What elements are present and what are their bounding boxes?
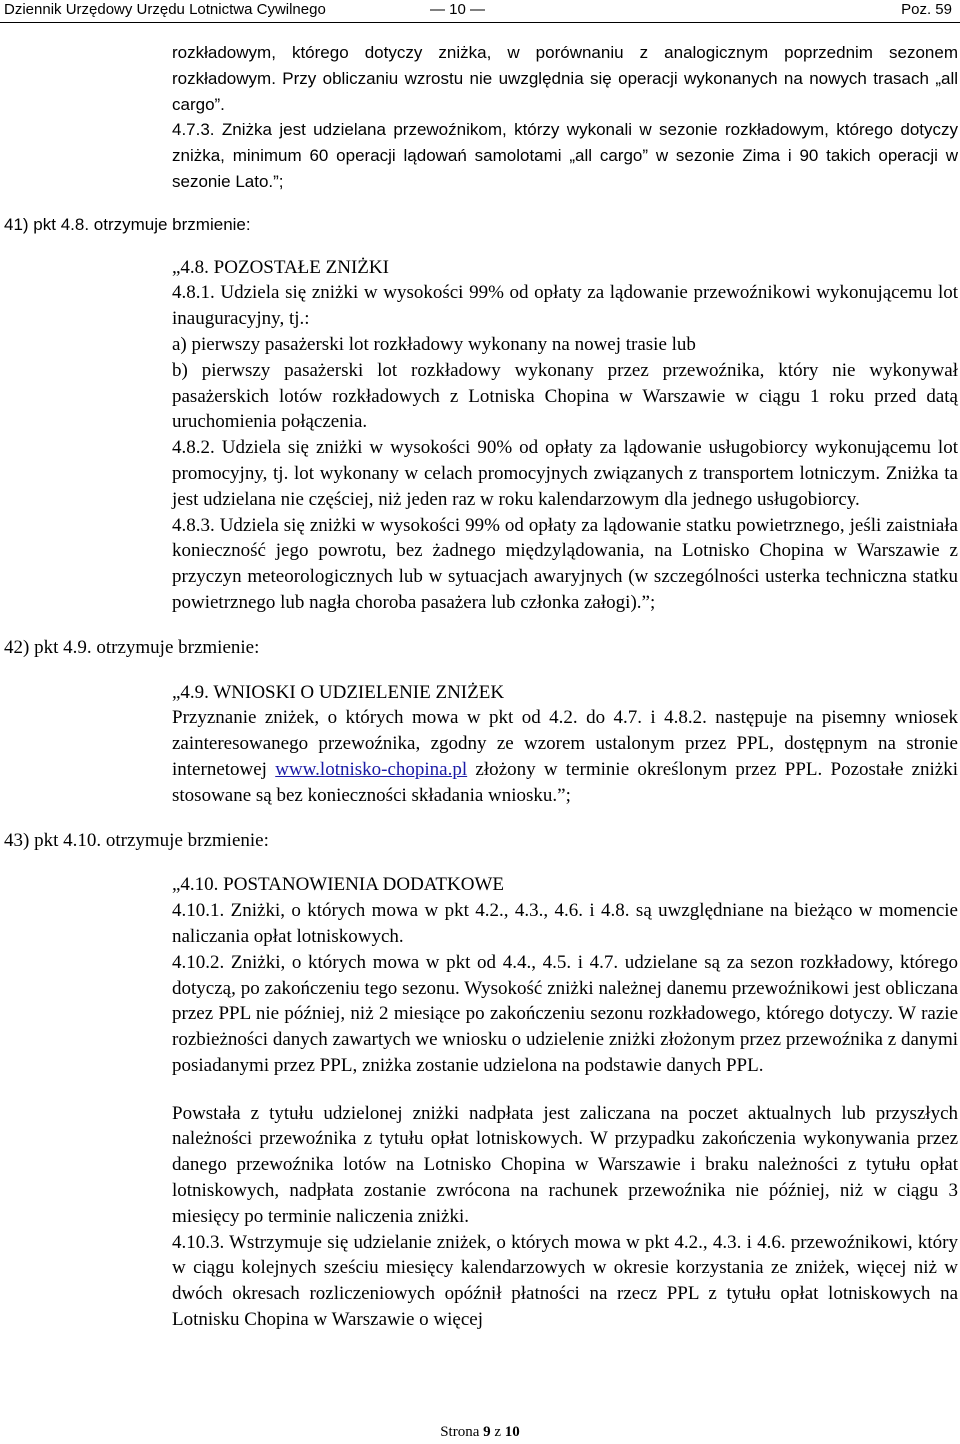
section-heading: „4.10. POSTANOWIENIA DODATKOWE xyxy=(172,874,504,896)
page-footer xyxy=(0,1424,960,1441)
footer-prefix: Strona xyxy=(440,1424,480,1440)
list-item: b) pierwszy pasażerski lot rozkładowy wykonany przez przewoźnika, który nie wykonywał pasażerskich lotów rozkładowych z Lotniska Chopina w Warszawie w ciągu 1 roku przed datą uruchomienia połączenia. xyxy=(172,359,958,433)
paragraph: 4.10.3. Wstrzymuje się udzielanie zniżek, o których mowa w pkt 4.2., 4.3. i 4.6. przewoźnikowi, który w ciągu kolejnych sześciu miesięcy kalendarzowych w okresie korzystania ze zniżek, więcej niż w dwóch okresach rozliczeniowych opóźnił płatności na rzecz PPL z tytułu opłat lotniskowych na Lotnisku Chopina w Warszawie o więcej xyxy=(172,1231,958,1331)
page-number-header: — 10 — xyxy=(430,1,486,18)
section-heading: „4.8. POZOSTAŁE ZNIŻKI xyxy=(172,256,389,278)
paragraph-text: Przyznanie zniżek, o których mowa w pkt od 4.2. do 4.7. i 4.8.2. następuje na pisemny wniosek zainteresowanego przewoźnika, zgodny ze wzorem ustalonym przez PPL, dostępnym na stronie internetowej xyxy=(172,707,958,780)
footer-sep: z xyxy=(494,1424,502,1440)
journal-title: Dziennik Urzędowy Urzędu Lotnictwa Cywilnego xyxy=(4,1,326,18)
footer-page: 9 xyxy=(483,1424,491,1440)
paragraph: 4.8.2. Udziela się zniżki w wysokości 90% od opłaty za lądowanie usługobiorcy wykonującemu lot promocyjny, tj. lot wykonany w celach promocyjnych związanych z transportem lotniczym. Zniżka ta jest udzielana nie częściej, niż jeden raz w roku kalendarzowym dla jednego usługobiorcy. xyxy=(172,437,958,510)
document-body xyxy=(4,40,959,1333)
paragraph-gap xyxy=(172,1079,958,1101)
amendment-item: 42) pkt 4.9. otrzymuje brzmienie: xyxy=(4,636,260,658)
paragraph: rozkładowym, którego dotyczy zniżka, w porównaniu z analogicznym poprzednim sezonem rozkładowym. Przy obliczaniu wzrostu nie uwzględnia się operacji wykonanych na nowych trasach „all cargo”. xyxy=(172,43,958,114)
amendment-item: 41) pkt 4.8. otrzymuje brzmienie: xyxy=(4,214,251,234)
section-heading: „4.9. WNIOSKI O UDZIELENIE ZNIŻEK xyxy=(172,681,505,703)
paragraph: Powstała z tytułu udzielonej zniżki nadpłata jest zaliczana na poczet aktualnych lub przyszłych należności przewoźnika z tytułu opłat lotniskowych. W przypadku zakończenia wykonywania przez danego przewoźnika lotów na Lotnisko Chopina w Warszawie i braku należności z tytułu opłat lotniskowych, nadpłata zostanie zwrócona na rachunek przewoźnika nie później, niż w ciągu 3 miesięcy po terminie naliczenia zniżki. xyxy=(172,1102,958,1227)
running-header xyxy=(0,0,960,23)
paragraph-text: złożony w terminie określonym przez PPL. Pozostałe zniżki stosowane są bez konieczności składania wniosku.”; xyxy=(172,758,959,806)
paragraph: 4.8.1. Udziela się zniżki w wysokości 99% od opłaty za lądowanie przewoźnikowi wykonującemu lot inauguracyjny, tj.: xyxy=(172,282,958,330)
footer-total: 10 xyxy=(504,1424,520,1440)
paragraph: 4.10.1. Zniżki, o których mowa w pkt 4.2., 4.3., 4.6. i 4.8. są uwzględniane na bieżąco w momencie naliczania opłat lotniskowych. xyxy=(172,900,958,947)
paragraph: 4.10.2. Zniżki, o których mowa w pkt od 4.4., 4.5. i 4.7. udzielane są za sezon rozkładowy, którego dotyczą, po zakończeniu tego sezonu. Wysokość zniżki należnej danemu przewoźnikowi jest obliczana przez PPL nie później, niż 2 miesiące po zakończeniu sezonu rozkładowego, którego dotyczy. W razie rozbieżności danych zawartych we wniosku o udzielenie zniżki złożonym przez przewoźnika z danymi posiadanymi przez PPL, zniżka zostanie udzielona na podstawie danych PPL. xyxy=(172,951,958,1076)
amendment-item: 43) pkt 4.10. otrzymuje brzmienie: xyxy=(4,829,269,851)
paragraph xyxy=(172,705,958,808)
paragraph: 4.7.3. Zniżka jest udzielana przewoźnikom, którzy wykonali w sezonie rozkładowym, którego dotyczy zniżka, minimum 60 operacji lądowań samolotami „all cargo” w sezonie Zima i 90 takich operacji w sezonie Lato.”; xyxy=(172,120,958,191)
paragraph: 4.8.3. Udziela się zniżki w wysokości 99% od opłaty za lądowanie statku powietrznego, jeśli zaistniała konieczność jego powrotu, bez żadnego międzylądowania, na Lotnisko Chopina w Warszawie z przyczyn meteorologicznych lub w sytuacjach awaryjnych (w szczególności usterka techniczna statku powietrznego lub nagła choroba pasażera lub członka załogi).”; xyxy=(172,514,958,613)
website-link[interactable]: www.lotnisko-chopina.pl xyxy=(275,758,468,780)
position-number: Poz. 59 xyxy=(901,1,952,18)
list-item: a) pierwszy pasażerski lot rozkładowy wykonany na nowej trasie lub xyxy=(172,333,696,355)
